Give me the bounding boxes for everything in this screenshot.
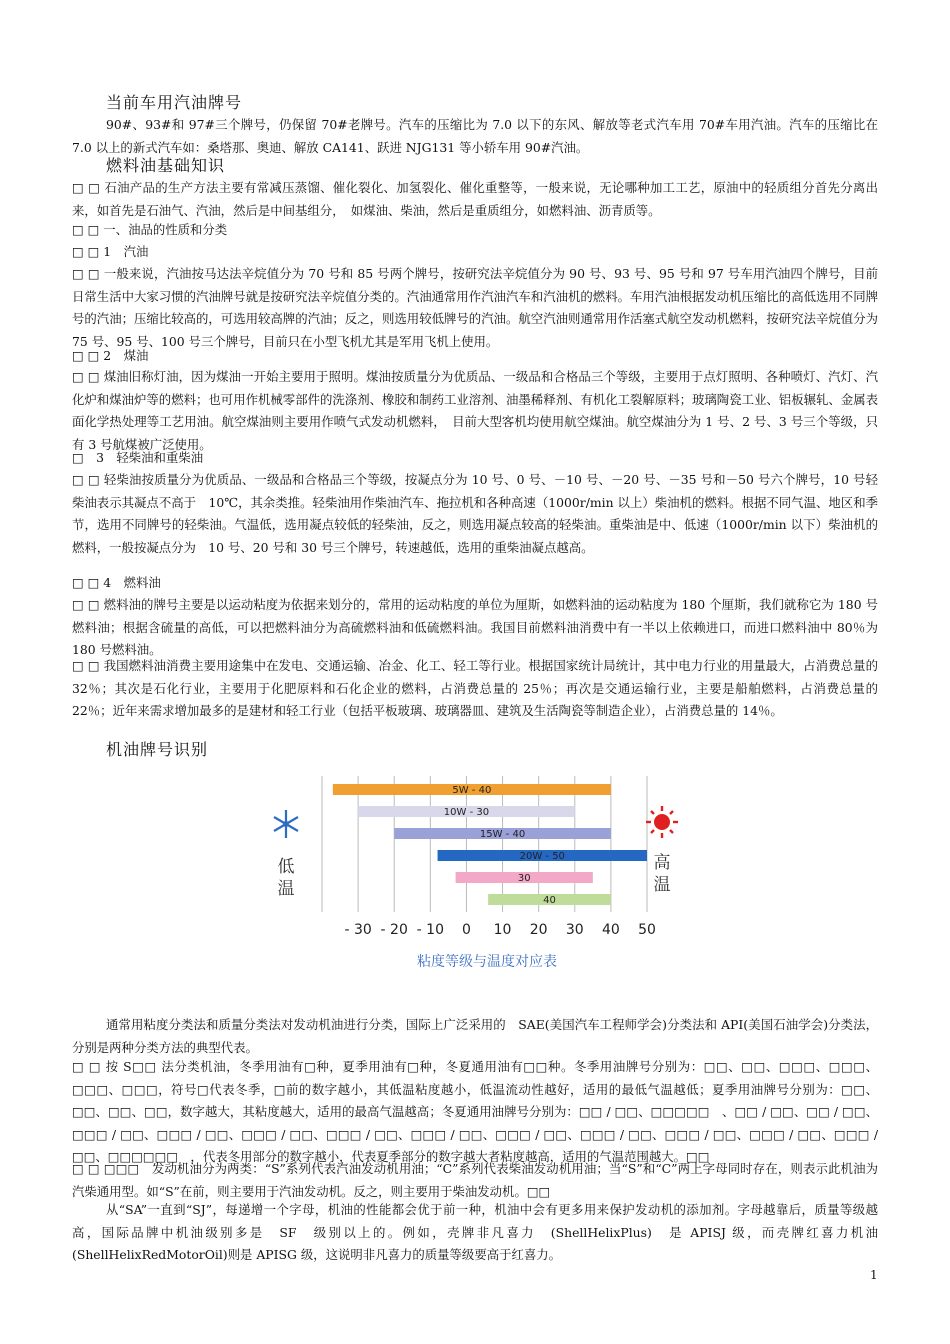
section-title-engine-oil: 机油牌号识别: [106, 740, 209, 759]
section-title-fuel-basics: 燃料油基础知识: [106, 156, 226, 175]
paragraph: □ □ 燃料油的牌号主要是以运动粘度为依据来划分的，常用的运动粘度的单位为厘斯，如燃料油的运动粘度为 180 个厘斯，我们就称它为 180 号燃料油；根据含硫量的高低，可以把燃料油分为高硫燃料油和低硫燃料油。我国目前燃料油消费中有一半以上依赖进口，而进口燃料油中 80％为 180 号燃料油。: [72, 597, 878, 657]
tick-label-4: 10: [493, 922, 512, 938]
bar-label-2: 15W - 40: [479, 829, 526, 840]
chart-title: 粘度等级与温度对应表: [417, 954, 557, 970]
tick-label-6: 30: [565, 922, 584, 938]
snowflake-icon: [274, 810, 298, 838]
paragraph: □ □ □□□ 发动机油分为两类：“S”系列代表汽油发动机用油；“C”系列代表柴油发动机用油；当“S”和“C”两上字母同时存在，则表示此机油为汽柴通用型。如“S”在前，则主要用于汽油发动机。反之，则主要用于柴油发动机。□□: [72, 1161, 878, 1199]
left-label-2: 温: [277, 879, 295, 899]
paragraph: □ □ 4 燃料油: [72, 575, 161, 590]
paragraph: □ □ 按 S□□ 法分类机油，冬季用油有□种，夏季用油有□种，冬夏通用油有□□种。冬季用油牌号分别为：□□、□□、□□□、□□□、□□□、□□□，符号□代表冬季，□前的数字越小，其低温粘度越小，低温流动性越好，适用的最低气温越低；夏季用油牌号分别为：□□、□□、□□、□□，数字越大，其粘度越大，适用的最高气温越高；冬夏通用油牌号分别为：□□ / □□、□□□□□ 、□□ / □□、□□ / □□、□□□ / □□、□□□ / □□、□□□ / □□、□□□ / □□、□□□ / □□、□□□ / □□、□□□ / □□、□□□ / □□、□□□ / □□、□□□ / □□、□□□□□□ ，代表冬用部分的数字越小，代表夏季部分的数字越大者粘度越高，适用的气温范围越大。□□: [72, 1059, 878, 1164]
sun-icon: [646, 806, 678, 838]
chart-grid: [322, 776, 647, 912]
tick-label-5: 20: [529, 922, 548, 938]
tick-label-7: 40: [601, 922, 620, 938]
section-title-gasoline-grades: 当前车用汽油牌号: [106, 93, 243, 112]
left-label-1: 低: [277, 857, 295, 877]
bar-label-0: 5W - 40: [452, 785, 492, 796]
tick-label-8: 50: [638, 922, 656, 938]
tick-label-2: - 10: [416, 922, 444, 938]
bar-label-1: 10W - 30: [443, 807, 490, 818]
paragraph: □ □ 我国燃料油消费主要用途集中在发电、交通运输、冶金、化工、轻工等行业。根据国家统计局统计，其中电力行业的用量最大，占消费总量的 32％；其次是石化行业，主要用于化肥原料和石化企业的燃料，占消费总量的 25％；再次是交通运输行业，主要是船舶燃料，占消费总量的 22％；近年来需求增加最多的是建材和轻工行业（包括平板玻璃、玻璃器皿、建筑及生活陶瓷等制造企业），占消费总量的 14％。: [72, 658, 878, 718]
right-label-1: 高: [653, 853, 671, 873]
paragraph: □ □ 一般来说，汽油按马达法辛烷值分为 70 号和 85 号两个牌号，按研究法辛烷值分为 90 号、93 号、95 号和 97 号车用汽油四个牌号，目前日常生活中大家习惯的汽油牌号就是按研究法辛烷值分类的。汽油通常用作汽油汽车和汽油机的燃料。车用汽油根据发动机压缩比的高低选用不同牌号的汽油；压缩比较高的，可选用较高牌的汽油；反之，则选用较低牌号的汽油。航空汽油则通常用作活塞式航空发动机燃料，按研究法辛烷值分为 75 号、95 号、100 号三个牌号，目前只在小型飞机尤其是军用飞机上使用。: [72, 266, 878, 349]
chart-ticks: [344, 922, 655, 938]
tick-label-0: - 30: [344, 922, 372, 938]
paragraph: □ 3 轻柴油和重柴油: [72, 450, 204, 465]
bar-label-3: 20W - 50: [519, 851, 565, 862]
paragraph: □ □ 石油产品的生产方法主要有常减压蒸馏、催化裂化、加氢裂化、催化重整等，一般来说，无论哪种加工工艺，原油中的轻质组分首先分离出来，如首先是石油气、汽油，然后是中间基组分， 如煤油、柴油，然后是重质组分，如燃料油、沥青质等。: [72, 180, 878, 218]
right-label-2: 温: [653, 875, 671, 895]
paragraph: □ □ 煤油旧称灯油，因为煤油一开始主要用于照明。煤油按质量分为优质品、一级品和合格品三个等级，主要用于点灯照明、各种喷灯、汽灯、汽化炉和煤油炉等的燃料；也可用作机械零部件的洗涤剂、橡胶和制药工业溶剂、油墨稀释剂、有机化工裂解原料；玻璃陶瓷工业、铝板辗轧、金属表面化学热处理等工艺用油。航空煤油则主要用作喷气式发动机燃料， 目前大型客机均使用航空煤油。航空煤油分为 1 号、2 号、3 号三个等级，只有 3 号航煤被广泛使用。: [72, 369, 878, 452]
paragraph: □ □ 一、油品的性质和分类: [72, 222, 228, 237]
bar-label-4: 30: [517, 873, 531, 884]
paragraph: 90#、93#和 97#三个牌号，仍保留 70#老牌号。汽车的压缩比为 7.0 以下的东风、解放等老式汽车用 70#车用汽油。汽车的压缩比在 7.0 以上的新式汽车如：桑塔那、奥迪、解放 CA141、跃进 NJG131 等小轿车用 90#汽油。: [72, 117, 878, 155]
paragraph: □ □ 2 煤油: [72, 348, 149, 363]
bar-label-5: 40: [543, 895, 556, 906]
paragraph: □ □ 1 汽油: [72, 244, 149, 259]
paragraph: 从“SA”一直到“SJ”，每递增一个字母，机油的性能都会优于前一种，机油中会有更多用来保护发动机的添加剂。字母越靠后，质量等级越高，国际品牌中机油级别多是 SF 级别以上的。例如，壳牌非凡喜力 (ShellHelixPlus) 是 APISJ 级，而壳牌红喜力机油(ShellHelixRedMotorOil)则是 APISG 级，这说明非凡喜力的质量等级要高于红喜力。: [72, 1202, 878, 1262]
chart-bars: [333, 784, 647, 906]
viscosity-temperature-chart: [262, 762, 692, 978]
tick-label-1: - 20: [380, 922, 408, 938]
paragraph: □ □ 轻柴油按质量分为优质品、一级品和合格品三个等级，按凝点分为 10 号、0 号、－10 号、－20 号、－35 号和－50 号六个牌号，10 号轻柴油表示其凝点不高于 10℃，其余类推。轻柴油用作柴油汽车、拖拉机和各种高速（1000r/min 以上）柴油机的燃料。根据不同气温、地区和季节，选用不同牌号的轻柴油。气温低，选用凝点较低的轻柴油，反之，则选用凝点较高的轻柴油。重柴油是中、低速（1000r/min 以下）柴油机的燃料，一般按凝点分为 10 号、20 号和 30 号三个牌号，转速越低，选用的重柴油凝点越高。: [72, 472, 878, 555]
paragraph: 通常用粘度分类法和质量分类法对发动机油进行分类，国际上广泛采用的 SAE(美国汽车工程师学会)分类法和 API(美国石油学会)分类法，分别是两种分类方法的典型代表。: [72, 1017, 878, 1055]
tick-label-3: 0: [461, 922, 471, 938]
page-number: 1: [870, 1268, 878, 1282]
